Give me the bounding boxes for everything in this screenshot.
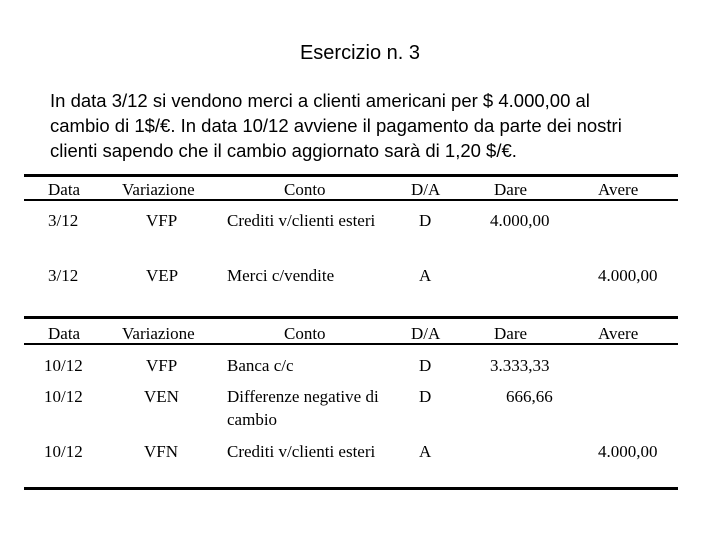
table-1-top-rule bbox=[24, 174, 678, 177]
row-4-conto: Differenze negative di cambio bbox=[227, 387, 379, 429]
table-2-header-rule bbox=[24, 343, 678, 345]
row-4-variazione: VEN bbox=[144, 387, 179, 406]
row-2-variazione: VEP bbox=[146, 266, 179, 285]
header-dare: Dare bbox=[494, 324, 528, 343]
table-2-top-rule bbox=[24, 316, 678, 319]
row-2-avere: 4.000,00 bbox=[598, 266, 658, 285]
header-data: Data bbox=[48, 180, 81, 199]
row-3-data: 10/12 bbox=[44, 356, 83, 375]
row-2-data: 3/12 bbox=[48, 266, 79, 285]
row-2-conto: Merci c/vendite bbox=[227, 266, 335, 285]
header-avere: Avere bbox=[598, 180, 639, 199]
row-3-da: D bbox=[419, 356, 432, 375]
header-avere: Avere bbox=[598, 324, 639, 343]
row-3-dare: 3.333,33 bbox=[490, 356, 550, 375]
header-variazione: Variazione bbox=[122, 324, 195, 343]
row-5-avere: 4.000,00 bbox=[598, 442, 658, 461]
row-5-da: A bbox=[419, 442, 432, 461]
row-4-dare: 666,66 bbox=[506, 387, 553, 406]
header-da: D/A bbox=[411, 324, 441, 343]
row-5-data: 10/12 bbox=[44, 442, 83, 461]
row-3-variazione: VFP bbox=[146, 356, 178, 375]
header-variazione: Variazione bbox=[122, 180, 195, 199]
row-1-variazione: VFP bbox=[146, 211, 178, 230]
row-1-da: D bbox=[419, 211, 432, 230]
row-1-conto: Crediti v/clienti esteri bbox=[227, 211, 376, 230]
exercise-text-line: cambio di 1$/€. In data 10/12 avviene il pagamento da parte dei nostri bbox=[50, 115, 622, 136]
row-4-data: 10/12 bbox=[44, 387, 83, 406]
row-1-dare: 4.000,00 bbox=[490, 211, 550, 230]
header-data: Data bbox=[48, 324, 81, 343]
row-2-da: A bbox=[419, 266, 432, 285]
row-4-da: D bbox=[419, 387, 432, 406]
row-5-variazione: VFN bbox=[144, 442, 179, 461]
row-1-data: 3/12 bbox=[48, 211, 79, 230]
exercise-text bbox=[50, 88, 690, 163]
row-3-conto: Banca c/c bbox=[227, 356, 294, 375]
header-da: D/A bbox=[411, 180, 441, 199]
exercise-title: Esercizio n. 3 bbox=[299, 42, 421, 64]
exercise-text-line: clienti sapendo che il cambio aggiornato sarà di 1,20 $/€. bbox=[50, 140, 517, 161]
header-dare: Dare bbox=[494, 180, 528, 199]
header-conto: Conto bbox=[284, 180, 326, 199]
header-conto: Conto bbox=[284, 324, 326, 343]
row-5-conto: Crediti v/clienti esteri bbox=[227, 442, 376, 461]
table-1-header-rule bbox=[24, 199, 678, 201]
exercise-text-line: In data 3/12 si vendono merci a clienti americani per $ 4.000,00 al bbox=[50, 90, 590, 111]
table-2-bottom-rule bbox=[24, 487, 678, 490]
